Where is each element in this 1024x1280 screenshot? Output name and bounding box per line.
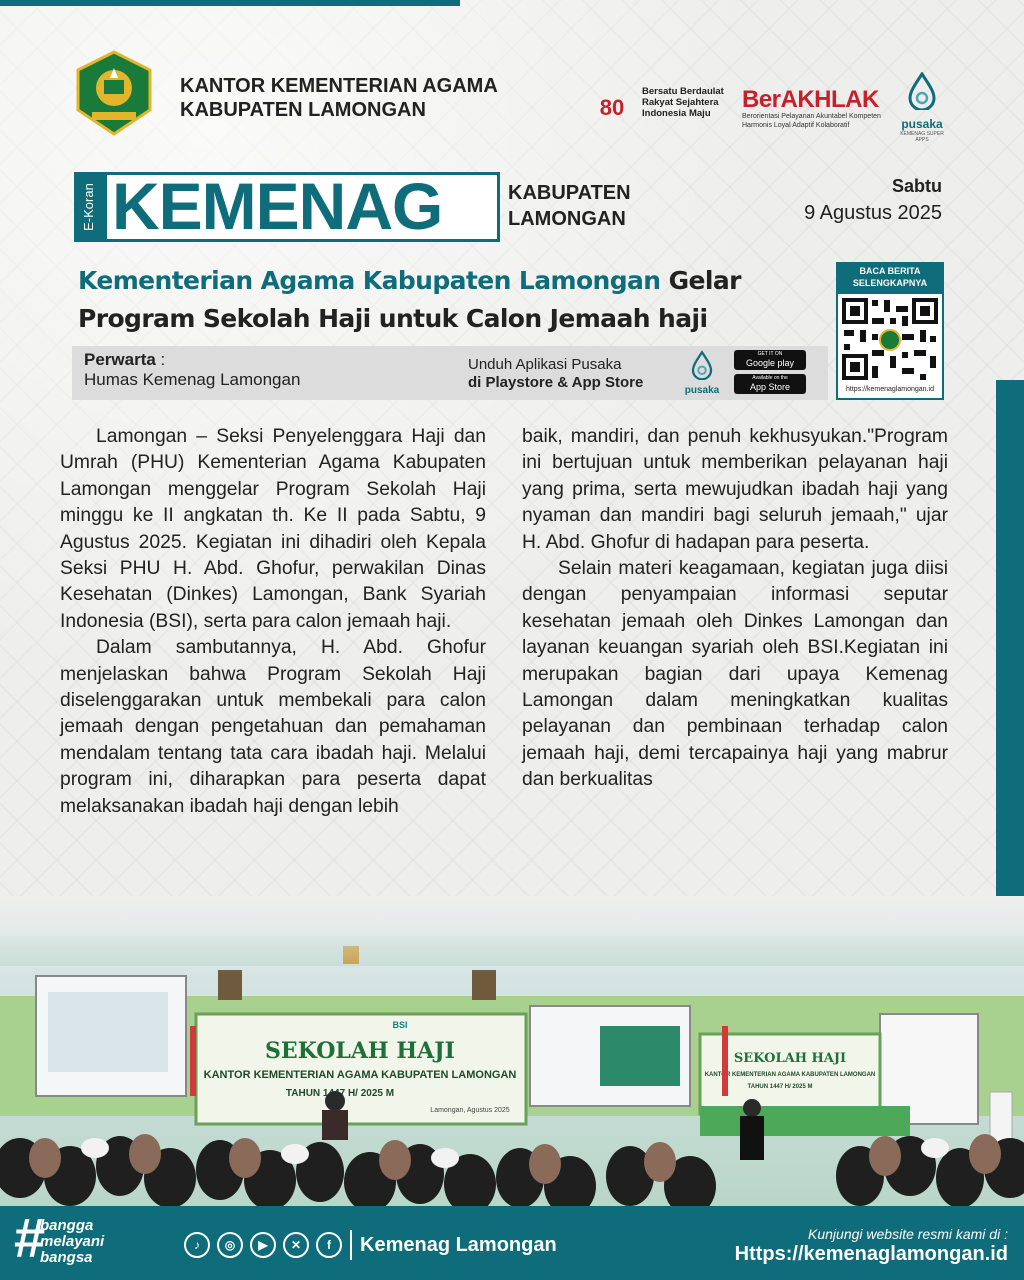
hashtag-line3: bangsa <box>40 1249 93 1266</box>
article-column-right <box>522 424 948 794</box>
anniversary-number: 80 <box>599 95 625 120</box>
x-icon[interactable]: ✕ <box>283 1232 309 1258</box>
app-store-button[interactable] <box>734 374 806 394</box>
hashtag-logo <box>14 1206 154 1274</box>
article-headline <box>78 262 828 338</box>
berakhlak-values <box>742 112 892 130</box>
qr-code[interactable] <box>836 292 944 400</box>
tiktok-icon[interactable]: ♪ <box>184 1232 210 1258</box>
issue-date: 9 Agustus 2025 <box>804 202 942 224</box>
social-links <box>184 1232 342 1258</box>
app-store-label: App Store <box>749 382 791 392</box>
masthead-region <box>508 180 631 232</box>
pusaka-app-logo <box>676 350 728 396</box>
anniversary-line1: Bersatu Berdaulat <box>642 86 724 97</box>
app-download-text <box>468 356 643 392</box>
app-download-line1: Unduh Aplikasi Pusaka <box>468 356 622 373</box>
hash-icon: # <box>14 1206 46 1269</box>
article-paragraph: Selain materi keagamaan, kegiatan juga diisi dengan penyampaian informasi seputar kesehatan jemaah oleh Dinkes Lamongan dan layanan keuangan syariah oleh BSI.Kegiatan ini merupakan bagian dari upaya Kemenag Lamongan dalam meningkatkan kualitas pelayanan dan pembinaan terhadap calon jemaah haji, demi tercapainya haji yang mabrur dan berkualitas <box>522 558 948 791</box>
pusaka-drop-icon <box>690 350 714 380</box>
e-koran-label: E-Koran <box>81 183 96 231</box>
footer-divider <box>350 1230 352 1260</box>
google-play-label: Google play <box>745 358 795 368</box>
top-accent-bar <box>0 0 460 6</box>
reporter-name: Humas Kemenag Lamongan <box>84 370 301 389</box>
reporter-label: Perwarta <box>84 350 156 369</box>
google-play-button[interactable] <box>734 350 806 370</box>
anniversary-tagline <box>642 86 732 119</box>
website-link[interactable]: Https://kemenaglamongan.id <box>734 1243 1008 1265</box>
qr-heading: BACA BERITA SELENGKAPNYA <box>836 262 944 292</box>
ri-80-anniversary-logo <box>586 84 638 130</box>
kemenag-logo <box>74 50 154 136</box>
berakhlak-logo: BerAKHLAK <box>742 86 879 113</box>
reporter-info: Perwarta : Humas Kemenag Lamongan <box>84 350 301 389</box>
social-account-name: Kemenag Lamongan <box>360 1234 557 1256</box>
issue-day: Sabtu <box>891 176 942 196</box>
masthead-region-line2: LAMONGAN <box>508 208 626 230</box>
anniversary-line2: Rakyat Sejahtera <box>642 97 719 108</box>
office-name <box>180 74 498 122</box>
pusaka-name: pusaka <box>901 117 943 131</box>
pusaka-subtitle: KEMENAG SUPER APPS <box>900 131 944 143</box>
article-paragraph: baik, mandiri, dan penuh kekhusyukan."Program ini bertujuan untuk memberikan pelayanan haji yang prima, serta mewujudkan ibadah haji yang nyaman dan mandiri bagi seluruh jemaah," ujar H. Abd. Ghofur di hadapan para peserta. <box>522 426 948 553</box>
website-prompt: Kunjungi website resmi kami di : <box>808 1226 1008 1242</box>
facebook-icon[interactable]: f <box>316 1232 342 1258</box>
pusaka-logo <box>894 72 950 143</box>
pusaka-app-name: pusaka <box>684 385 720 396</box>
masthead-title: KEMENAG <box>112 169 443 243</box>
qr-code-image <box>838 294 942 386</box>
event-photo-illustration <box>0 896 1024 1206</box>
google-play-small: GET IT ON <box>757 351 783 357</box>
app-download-line2: di Playstore & App Store <box>468 374 644 391</box>
headline-highlight: Kementerian Agama Kabupaten Lamongan <box>78 266 661 295</box>
article-column-left <box>60 424 486 820</box>
hashtag-line2: melayani <box>40 1233 105 1250</box>
berakhlak-values-line2: Harmonis Loyal Adaptif Kolaboratif <box>742 122 850 129</box>
qr-url[interactable]: https://kemenaglamongan.id <box>846 386 934 393</box>
anniversary-line3: Indonesia Maju <box>642 108 711 119</box>
article-paragraph: Lamongan – Seksi Penyelenggara Haji dan Umrah (PHU) Kementerian Agama Kabupaten Lamongan menggelar Program Sekolah Haji minggu ke II angkatan th. Ke II pada Sabtu, 9 Agustus 2025. Kegiatan ini dihadiri oleh Kepala Seksi PHU H. Abd. Ghofur, perwakilan Dinas Kesehatan (Dinkes) Lamongan, Bank Syariah Indonesia (BSI), serta para calon jemaah haji. <box>60 426 486 632</box>
article-paragraph: Dalam sambutannya, H. Abd. Ghofur menjelaskan bahwa Program Sekolah Haji diselenggarakan untuk membekali para calon jemaah dengan pengetahuan dan pemahaman mendalam tentang tata cara ibadah haji. Melalui program ini, diharapkan para peserta dapat melaksanakan ibadah haji dengan lebih <box>60 637 486 817</box>
side-accent-bar <box>996 380 1024 900</box>
youtube-icon[interactable]: ▶ <box>250 1232 276 1258</box>
app-store-small: Available on the <box>752 375 788 381</box>
instagram-icon[interactable]: ◎ <box>217 1232 243 1258</box>
berakhlak-values-line1: Berorientasi Pelayanan Akuntabel Kompeten <box>742 113 881 120</box>
event-photo <box>0 896 1024 1206</box>
masthead-region-line1: KABUPATEN <box>508 182 631 204</box>
headline-rest: Gelar Program Sekolah Haji untuk Calon Jemaah haji <box>78 266 741 333</box>
office-name-line1: KANTOR KEMENTERIAN AGAMA <box>180 75 498 97</box>
hashtag-line1: bangga <box>40 1217 94 1234</box>
office-name-line2: KABUPATEN LAMONGAN <box>180 99 426 121</box>
pusaka-drop-icon <box>906 72 938 110</box>
